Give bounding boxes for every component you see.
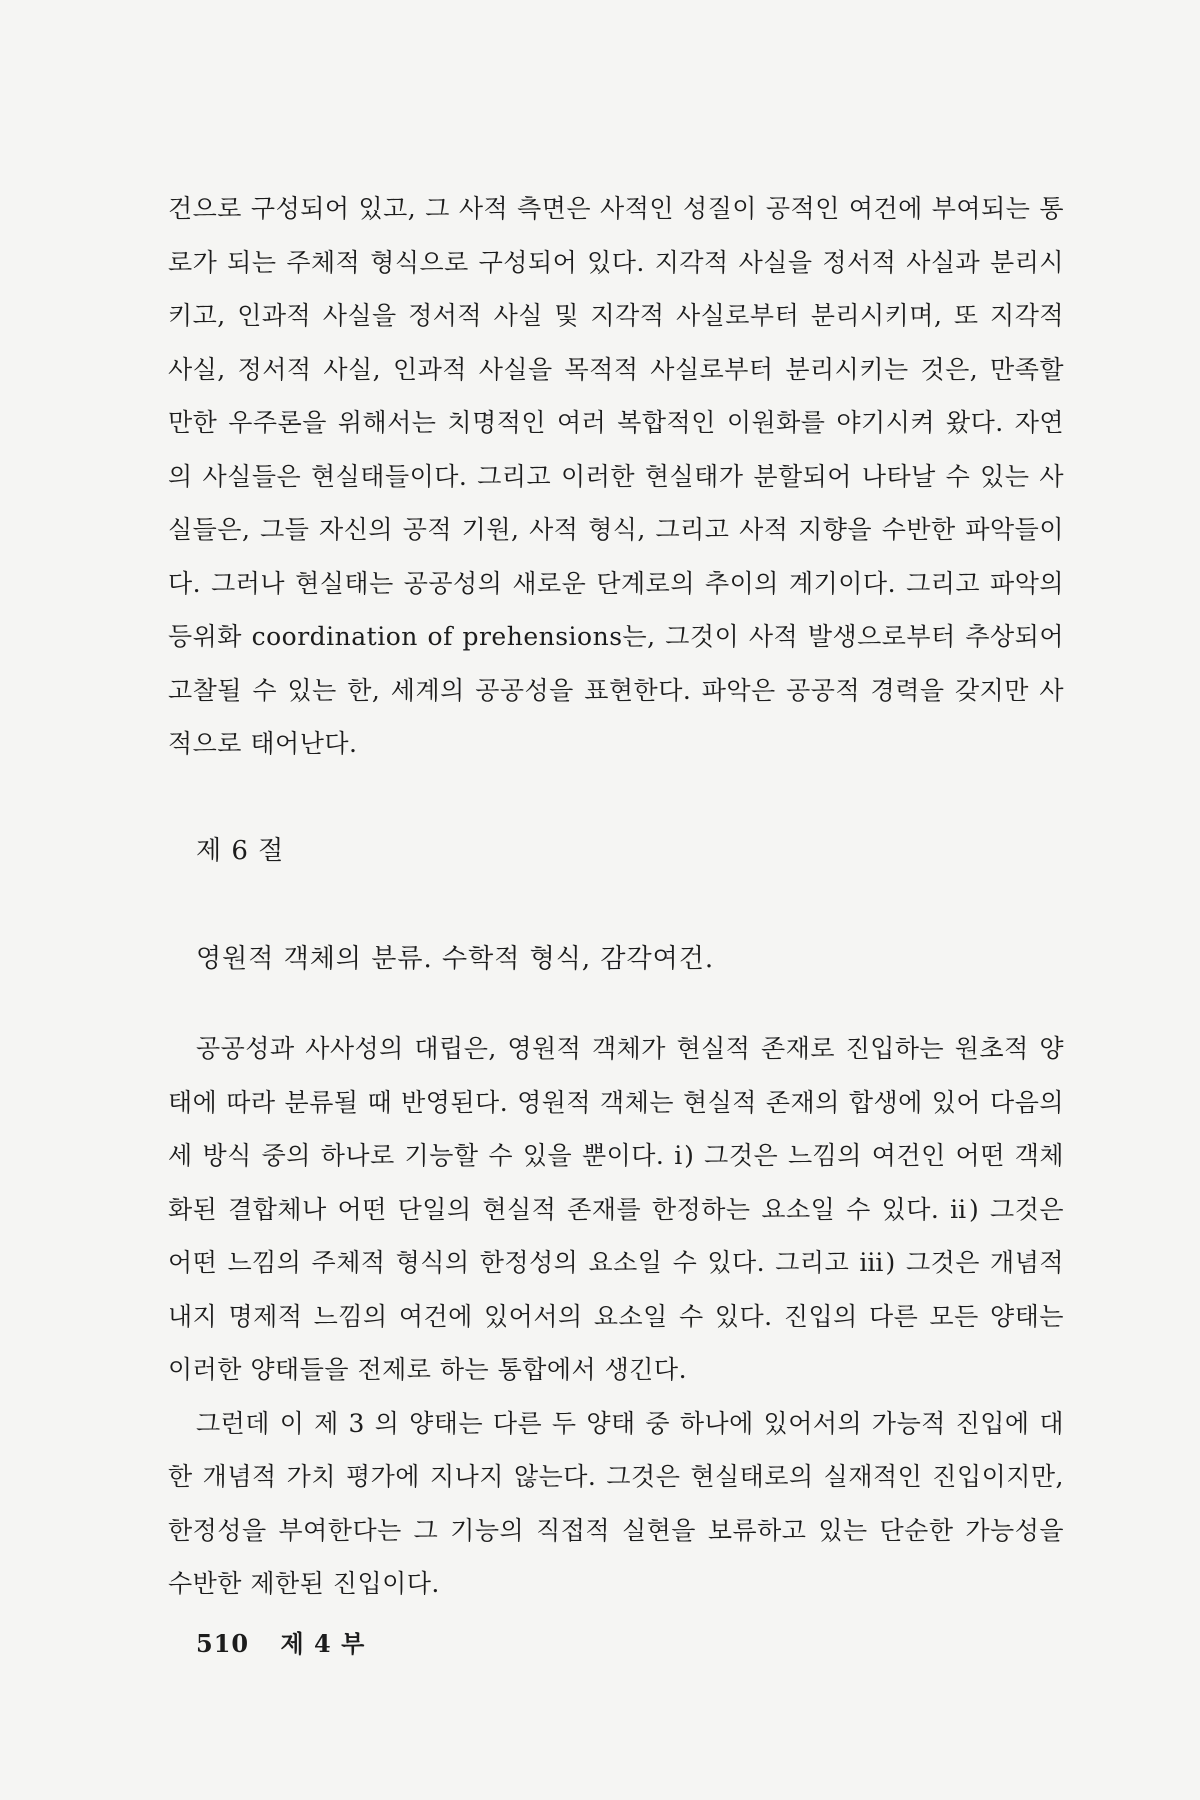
paragraph: 공공성과 사사성의 대립은, 영원적 객체가 현실적 존재로 진입하는 원초적 양태에 따라 분류될 때 반영된다. 영원적 객체는 현실적 존재의 합생에 있어 다음의 세 방식 중의 하나로 기능할 수 있을 뿐이다. ⅰ) 그것은 느낌의 여건인 어떤 객체화된 결합체나 어떤 단일의 현실적 존재를 한정하는 요소일 수 있다. ⅱ) 그것은 어떤 느낌의 주체적 형식의 한정성의 요소일 수 있다. 그리고 ⅲ) 그것은 개념적 내지 명제적 느낌의 여건에 있어서의 요소일 수 있다. 진입의 다른 모든 양태는 이러한 양태들을 전제로 하는 통합에서 생긴다. (168, 1034, 1064, 1384)
section-heading: 영원적 객체의 분류. 수학적 형식, 감각여건. (196, 944, 715, 974)
paragraph: 그런데 이 제 3 의 양태는 다른 두 양태 중 하나에 있어서의 가능적 진입에 대한 개념적 가치 평가에 지나지 않는다. 그것은 현실태로의 실재적인 진입이지만, 한정성을 부여한다는 그 기능의 직접적 실현을 보류하고 있는 단순한 가능성을 수반한 제한된 진입이다. (168, 1408, 1064, 1598)
body-text-section (168, 1022, 1064, 1611)
page-footer (196, 1624, 365, 1659)
paragraph: 건으로 구성되어 있고, 그 사적 측면은 사적인 성질이 공적인 여건에 부여되는 통로가 되는 주체적 형식으로 구성되어 있다. 지각적 사실을 정서적 사실과 분리시키고, 인과적 사실을 정서적 사실 및 지각적 사실로부터 분리시키며, 또 지각적 사실, 정서적 사실, 인과적 사실을 목적적 사실로부터 분리시키는 것은, 만족할 만한 우주론을 위해서는 치명적인 여러 복합적인 이원화를 야기시켜 왔다. 자연의 사실들은 현실태들이다. 그리고 이러한 현실태가 분할되어 나타날 수 있는 사실들은, 그들 자신의 공적 기원, 사적 형식, 그리고 사적 지향을 수반한 파악들이다. 그러나 현실태는 공공성의 새로운 단계로의 추이의 계기이다. 그리고 파악의 등위화 coordination of prehensions는, 그것이 사적 발생으로부터 추상되어 고찰될 수 있는 한, 세계의 공공성을 표현한다. 파악은 공공적 경력을 갖지만 사적으로 태어난다. (168, 194, 1064, 758)
section-number: 제 6 절 (196, 836, 285, 866)
body-text-continued (168, 182, 1064, 771)
page-number: 510 (196, 1629, 250, 1658)
part-label: 제 4 부 (280, 1629, 366, 1658)
